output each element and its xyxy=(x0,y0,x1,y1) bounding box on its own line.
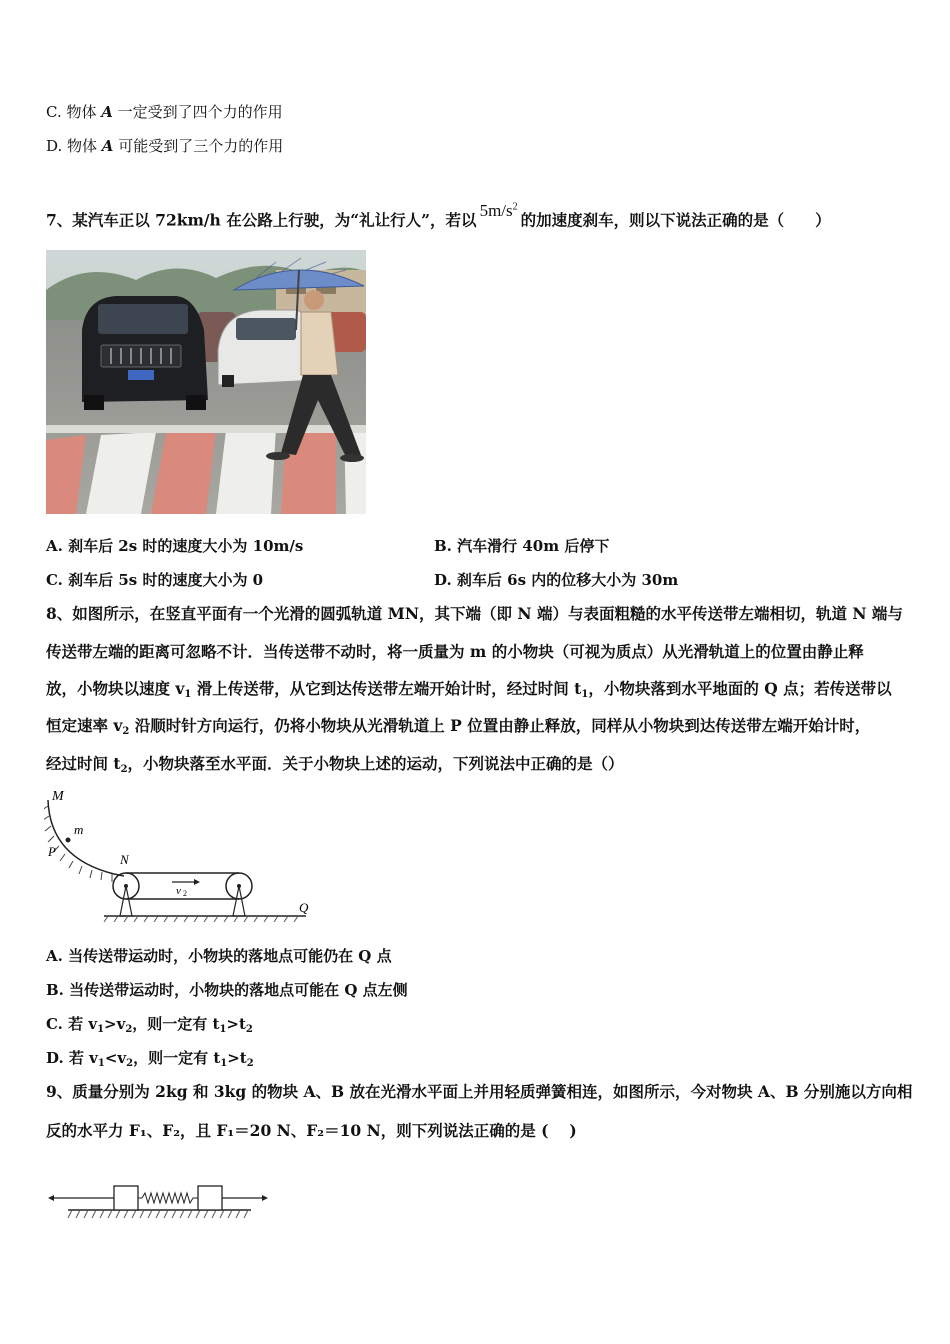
q8-stem-line-3: 放，小物块以速度 $v_1$ 滑上传送带，从它到达传送带左端开始计时，经过时间 $t_1$，小物块落到水平地面的 Q 点；若传送带以 xyxy=(46,679,892,700)
label-m-upper: M xyxy=(52,789,64,804)
q8-stem-line-1: 8、如图所示，在竖直平面有一个光滑的圆弧轨道 MN，其下端（即 N 端）与表面粗糙的水平传送带左端相切，轨道 N 端与 xyxy=(46,604,903,623)
q8-option-d[interactable]: D. 若 $v_1<v_2$，则一定有 $t_1>t_2$ xyxy=(46,1049,254,1069)
track-conveyor-figure xyxy=(44,786,324,922)
q7-option-b[interactable]: B. 汽车滑行 40m 后停下 xyxy=(434,537,610,555)
q8-stem-line-5: 经过时间 $t_2$，小物块落至水平面．关于小物块上述的运动，下列说法中正确的是（） xyxy=(46,754,624,775)
q8-option-a[interactable]: A. 当传送带运动时，小物块的落地点可能仍在 Q 点 xyxy=(46,947,392,965)
q7-option-c[interactable]: C. 刹车后 5s 时的速度大小为 0 xyxy=(46,571,264,589)
q7-option-a[interactable]: A. 刹车后 2s 时的速度大小为 10m/s xyxy=(46,537,304,555)
label-m-mass: m xyxy=(74,822,84,837)
option-d-prev: D. 物体 A 可能受到了三个力的作用 xyxy=(46,137,284,155)
q9-stem-line-2: 反的水平力 F₁、F₂，且 F₁＝20 N、F₂＝10 N，则下列说法正确的是 ( ) xyxy=(46,1121,577,1140)
q8-stem-line-4: 恒定速率 $v_2$ 沿顺时针方向运行，仍将小物块从光滑轨道上 P 位置由静止释放，同样从小物块到达传送带左端开始计时， xyxy=(46,716,871,737)
accel-formula: $5m/s^2$ xyxy=(479,200,518,220)
label-q: Q xyxy=(299,900,309,915)
crosswalk-photo-icon xyxy=(46,250,366,514)
q8-option-c[interactable]: C. 若 $v_1>v_2$，则一定有 $t_1>t_2$ xyxy=(46,1015,253,1035)
option-c-prev: C. 物体 A 一定受到了四个力的作用 xyxy=(46,103,283,121)
label-v-sub: 2 xyxy=(183,889,187,898)
q7-stem: 7、某汽车正以 72km/h 在公路上行驶，为“礼让行人”，若以$5m/s^2$的加速度刹车，则以下说法正确的是（ ） xyxy=(46,200,831,230)
label-v: v xyxy=(176,885,181,897)
q8-stem-line-2: 传送带左端的距离可忽略不计．当传送带不动时，将一质量为 m 的小物块（可视为质点）从光滑轨道上的位置由静止释 xyxy=(46,642,864,661)
q8-option-b[interactable]: B. 当传送带运动时，小物块的落地点可能在 Q 点左侧 xyxy=(46,981,408,999)
q7-option-d[interactable]: D. 刹车后 6s 内的位移大小为 30m xyxy=(434,571,679,589)
label-n: N xyxy=(120,852,129,867)
spring-blocks-figure xyxy=(46,1178,276,1224)
label-p: P xyxy=(48,844,56,859)
q9-stem-line-1: 9、质量分别为 2kg 和 3kg 的物块 A、B 放在光滑水平面上并用轻质弹簧相连，如图所示，今对物块 A、B 分别施以方向相 xyxy=(46,1082,913,1101)
